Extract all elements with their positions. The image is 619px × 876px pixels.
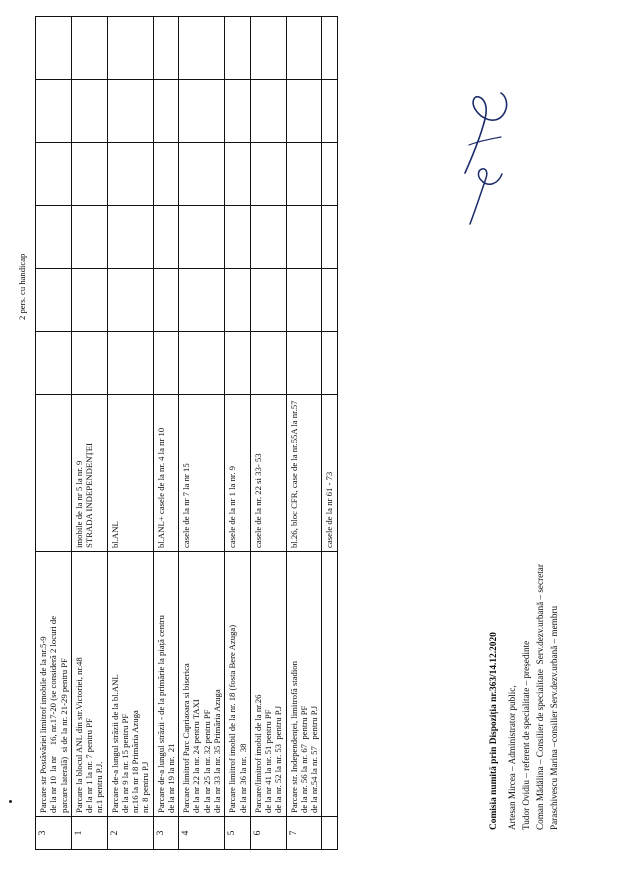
row-cell-1 (107, 332, 153, 395)
desc-line: de la nr 22 la nr. 24 pentru TAXI (191, 699, 202, 813)
row-cell-1 (179, 332, 225, 395)
commission-member: Artesan Mircea – Administrator public, (506, 685, 517, 830)
row-cell-6 (179, 17, 225, 80)
row-cell-2 (107, 269, 153, 332)
row-description (250, 552, 286, 817)
row-cell-5 (71, 80, 107, 143)
row-cell-3 (322, 206, 337, 269)
row-observation (107, 395, 153, 552)
row-cell-1 (153, 332, 179, 395)
row-number: 6 (250, 817, 286, 850)
row-cell-6 (225, 17, 251, 80)
row-observation (179, 395, 225, 552)
row-cell-1 (322, 332, 337, 395)
desc-line: Parcare de-a lungul străzii - de la primărie la piață centru (155, 615, 166, 813)
row-observation (225, 395, 251, 552)
row-description (107, 552, 153, 817)
commission-member: Paraschivescu Marina –consilier Serv.dezv.urbană – membru (549, 605, 560, 830)
row-observation (153, 395, 179, 552)
row-description (36, 552, 72, 817)
commission-title: Comisia numită prin Dispoziția nr.363/14.12.2020 (489, 632, 499, 830)
row-cell-6 (71, 17, 107, 80)
table-body (36, 17, 338, 850)
desc-line: nr. 8 pentru P.J (140, 761, 151, 813)
desc-line: de la nr 19 la nr. 21 (165, 743, 176, 813)
row-cell-4 (322, 143, 337, 206)
commission-signature-block (487, 490, 562, 830)
desc-line: Parcare la blocul ANL din str.Victoriei, nr.48 (73, 657, 84, 813)
row-cell-5 (250, 80, 286, 143)
table-row (71, 17, 107, 850)
row-cell-4 (71, 143, 107, 206)
row-observation (250, 395, 286, 552)
desc-line: Parcare limitrof imobil de la nr. 18 (fosta Bere Azuga) (227, 624, 238, 813)
row-cell-5 (322, 80, 337, 143)
desc-line: parcare laterală) si de la nr. 21-29 pentru PF (58, 658, 69, 813)
row-cell-6 (36, 17, 72, 80)
row-cell-2 (286, 269, 322, 332)
table-row (250, 17, 286, 850)
row-cell-6 (250, 17, 286, 80)
row-cell-6 (107, 17, 153, 80)
table-row (322, 17, 337, 850)
row-cell-1 (286, 332, 322, 395)
desc-line: Parcare str. Independenței, limitrofă stadion (288, 661, 299, 813)
row-cell-4 (225, 143, 251, 206)
row-observation (322, 395, 337, 552)
row-cell-4 (286, 143, 322, 206)
desc-line: de la nr 10 la nr 16, nr.17-20 (se consideră 2 locuri de (48, 615, 59, 813)
row-cell-6 (153, 17, 179, 80)
row-cell-3 (71, 206, 107, 269)
row-number (322, 817, 337, 850)
desc-line: Parcare str Postăvăriei limitrof imobile de la nr.5-9 (38, 636, 48, 813)
observation-text: casele de la nr 1 la nr. 9 (227, 465, 238, 548)
row-cell-5 (179, 80, 225, 143)
table-row (36, 17, 72, 850)
desc-line: de la nr 9 la nr. 15 pentru PF (119, 713, 130, 813)
row-cell-3 (225, 206, 251, 269)
row-number: 5 (225, 817, 251, 850)
commission-member: Coman Mădălina – Consilier de specialitate Serv.dezv.urbană – secretar (535, 564, 546, 830)
row-cell-4 (107, 143, 153, 206)
desc-line: de la nr 36 la nr. 38 (237, 743, 248, 813)
row-observation (36, 395, 72, 552)
row-number: 2 (107, 817, 153, 850)
row-description (286, 552, 322, 817)
desc-line: de la nr 1 la nr. 7 pentru PF (84, 718, 95, 813)
row-number: 7 (286, 817, 322, 850)
row-cell-5 (107, 80, 153, 143)
row-number: 3 (153, 817, 179, 850)
desc-line: Parcare de-a lungul străzii de la bl.ANL (109, 674, 120, 813)
row-description (225, 552, 251, 817)
row-cell-2 (36, 269, 72, 332)
observation-text: casele de la nr. 22 si 33- 53 (252, 453, 263, 548)
row-cell-3 (107, 206, 153, 269)
desc-line: de la nr. 56 la nr. 67 pentru PF (298, 705, 309, 813)
row-description (322, 552, 337, 817)
desc-line: Parcare/limitrof imobil de la nr.26 (252, 694, 263, 813)
street-header: STRADA INDEPENDENȚEI (84, 443, 95, 548)
row-cell-4 (36, 143, 72, 206)
row-cell-1 (225, 332, 251, 395)
landscape-table-area (17, 80, 435, 850)
row-number: 1 (71, 817, 107, 850)
row-cell-5 (225, 80, 251, 143)
desc-line: de la nr.54 la nr. 57 pentru P.J (309, 705, 320, 813)
row-cell-2 (250, 269, 286, 332)
observation-text: bl.26, bloc CFR, case de la nr.55A la nr.57 (288, 400, 299, 548)
row-cell-4 (153, 143, 179, 206)
observation-text: bl.ANL (109, 521, 120, 548)
row-cell-4 (179, 143, 225, 206)
row-cell-2 (179, 269, 225, 332)
row-cell-1 (36, 332, 72, 395)
row-cell-2 (71, 269, 107, 332)
row-cell-3 (179, 206, 225, 269)
desc-line: de la nr 41 la nr. 51 pentru PF (263, 709, 274, 813)
row-cell-2 (153, 269, 179, 332)
row-observation (71, 395, 107, 552)
row-cell-5 (36, 80, 72, 143)
desc-line: nr.16 la nr 18 Primăria Azuga (130, 710, 141, 813)
row-cell-5 (286, 80, 322, 143)
row-number: 4 (179, 817, 225, 850)
row-cell-4 (250, 143, 286, 206)
desc-line: de la nr 33 la nr. 35 Primăria Azuga (211, 689, 222, 813)
row-cell-3 (286, 206, 322, 269)
row-cell-3 (250, 206, 286, 269)
handicap-note: 2 pers. cu handicap (17, 253, 27, 320)
observation-text: casele de la nr 7 la nr 15 (181, 463, 192, 548)
table-row (179, 17, 225, 850)
row-description (153, 552, 179, 817)
desc-line: nr.1 pentru P.J. (94, 761, 105, 813)
desc-line: de la nr 25 la nr. 32 pentru PF (201, 709, 212, 813)
row-cell-1 (71, 332, 107, 395)
table-row (225, 17, 251, 850)
row-observation (286, 395, 322, 552)
row-cell-5 (153, 80, 179, 143)
row-cell-3 (36, 206, 72, 269)
row-cell-2 (225, 269, 251, 332)
row-cell-1 (250, 332, 286, 395)
row-description (179, 552, 225, 817)
row-cell-6 (322, 17, 337, 80)
commission-member: Tudor Ovidiu – referent de specialitate – președinte (520, 640, 531, 830)
parking-table (35, 16, 338, 850)
row-cell-6 (286, 17, 322, 80)
observation-text: casele de la nr 61 - 73 (324, 471, 335, 548)
row-number: 3 (36, 817, 72, 850)
desc-line: de la nr. 52 la nr. 53 pentru P.J (273, 705, 284, 813)
row-cell-2 (322, 269, 337, 332)
table-row (107, 17, 153, 850)
observation-text: imobile de la nr 5 la nr. 9 (73, 460, 84, 548)
desc-line: Parcare limitrof Parc Capriaoara si biserica (181, 663, 192, 813)
row-cell-3 (153, 206, 179, 269)
observation-text: bl.ANL+ casele de la nr. 4 la nr 10 (155, 427, 166, 548)
row-description (71, 552, 107, 817)
table-row (153, 17, 179, 850)
table-row (286, 17, 322, 850)
